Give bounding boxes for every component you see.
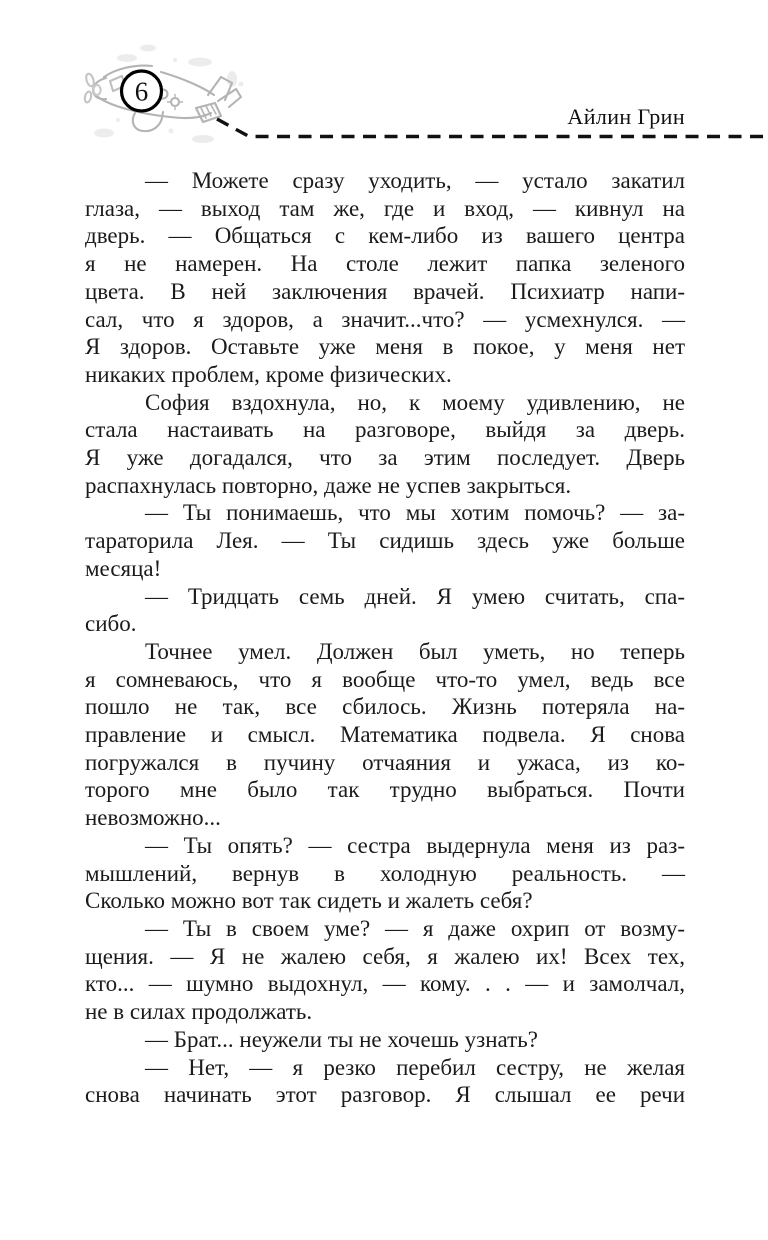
text-line: кто... — шумно выдохнул, — кому. . . — и замолчал, [85,971,685,997]
text-line: дверь. — Общаться с кем-либо из вашего центра [85,223,685,249]
text-line: Я уже догадался, что за этим последует. Дверь [85,445,685,471]
text-line: невозможно... [85,805,221,831]
text-line: снова начинать этот разговор. Я слышал ее речи [85,1082,685,1108]
text-line: сал, что я здоров, а значит...что? — усмехнулся. — [85,306,685,332]
text-line: — Ты понимаешь, что мы хотим помочь? — за- [145,500,685,526]
text-line: мышлений, вернув в холодную реальность. — [85,860,685,886]
text-line: стала настаивать на разговоре, выйдя за дверь. [85,417,685,443]
text-line: Точнее умел. Должен был уметь, но теперь [145,638,685,664]
text-line: — Нет, — я резко перебил сестру, не желая [145,1054,685,1080]
text-line: — Можете сразу уходить, — устало закатил [145,168,685,193]
text-line: месяца! [85,555,162,581]
page-number: 6 [134,76,149,107]
text-line: пошло не так, все сбилось. Жизнь потеряла на- [85,694,685,720]
text-line: распахнулась повторно, даже не успев закрыться. [85,472,572,498]
text-line: никаких проблем, кроме физических. [85,361,452,387]
running-header-author: Айлин Грин [567,104,685,129]
text-line: тараторила Лея. — Ты сидишь здесь уже больше [85,528,685,554]
text-line: погружался в пучину отчаяния и ужаса, из ко- [85,749,685,775]
text-line: Сколько можно вот так сидеть и жалеть себя? [85,888,533,914]
text-line: — Тридцать семь дней. Я умею считать, спа- [145,583,685,609]
text-line: щения. — Я не жалею себя, я жалею их! Всех тех, [85,943,685,969]
text-line: глаза, — выход там же, где и вход, — кивнул на [85,195,685,221]
text-line: — Ты опять? — сестра выдернула меня из раз- [145,832,685,858]
text-line: я сомневаюсь, что я вообще что-то умел, ведь все [85,666,685,692]
text-line: сибо. [85,611,137,637]
page-text [85,167,685,1109]
text-line: София вздохнула, но, к моему удивлению, не [145,389,685,415]
text-line: — Ты в своем уме? — я даже охрип от возму- [145,915,685,941]
text-line: — Брат... неужели ты не хочешь узнать? [145,1026,538,1052]
text-line: не в силах продолжать. [85,999,313,1025]
text-line: правление и смысл. Математика подвела. Я снова [85,722,685,748]
page-header-decoration [0,0,768,160]
text-line: Я здоров. Оставьте уже меня в покое, у меня нет [85,334,685,360]
text-line: цвета. В ней заключения врачей. Психиатр напи- [85,278,685,304]
text-line: торого мне было так трудно выбраться. Почти [85,777,685,803]
text-line: я не намерен. На столе лежит папка зеленого [85,251,685,277]
